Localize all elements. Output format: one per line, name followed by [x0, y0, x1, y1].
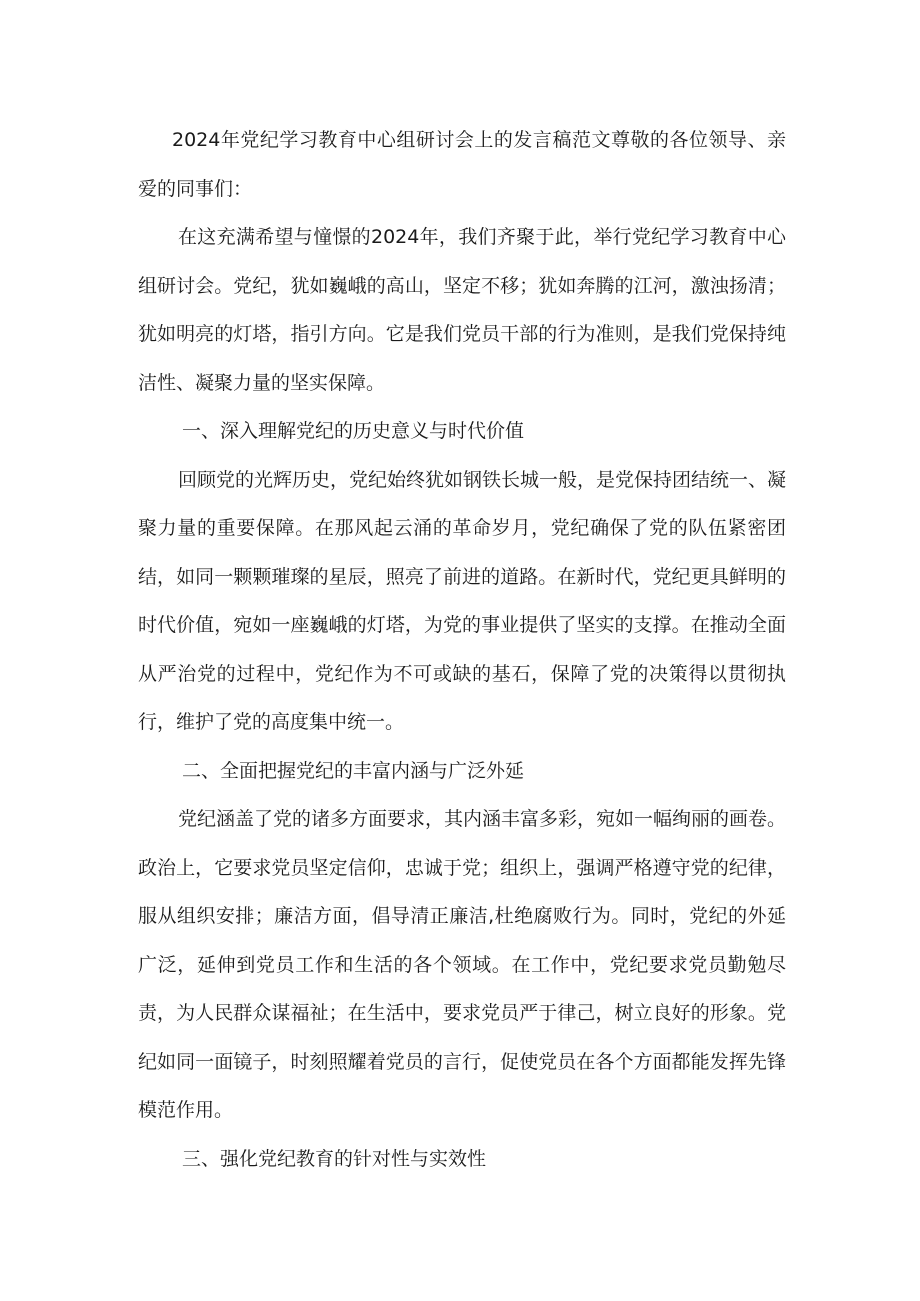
document-body: [138, 116, 786, 1183]
section-heading-3: 三、强化党纪教育的针对性与实效性: [182, 1147, 487, 1170]
paragraph-section-1: 回顾党的光辉历史，党纪始终犹如钢铁长城一般，是党保持团结统一、凝聚力量的重要保障。在那风起云涌的革命岁月，党纪确保了党的队伍紧密团结，如同一颗颗璀璨的星辰，照亮了前进的道路。在新时代，党纪更具鲜明的时代价值，宛如一座巍峨的灯塔，为党的事业提供了坚实的支撑。在推动全面从严治党的过程中，党纪作为不可或缺的基石，保障了党的决策得以贯彻执行，维护了党的高度集中统一。: [138, 468, 787, 733]
paragraph-section-2: 党纪涵盖了党的诸多方面要求，其内涵丰富多彩，宛如一幅绚丽的画卷。政治上，它要求党员坚定信仰，忠诚于党；组织上，强调严格遵守党的纪律，服从组织安排；廉洁方面，倡导清正廉洁,杜绝腐败行为。同时，党纪的外延广泛，延伸到党员工作和生活的各个领域。在工作中，党纪要求党员勤勉尽责，为人民群众谋福祉；在生活中，要求党员严于律己，树立良好的形象。党纪如同一面镜子，时刻照耀着党员的言行，促使党员在各个方面都能发挥先锋模范作用。: [138, 808, 787, 1121]
document-title: 2024年党纪学习教育中心组研讨会上的发言稿范文尊敬的各位领导、亲爱的同事们：: [138, 129, 786, 200]
paragraph-intro: 在这充满希望与憧憬的2024年，我们齐聚于此，举行党纪学习教育中心组研讨会。党纪，犹如巍峨的高山，坚定不移；犹如奔腾的江河，激浊扬清；犹如明亮的灯塔，指引方向。它是我们党员干部的行为准则，是我们党保持纯洁性、凝聚力量的坚实保障。: [138, 226, 786, 394]
section-heading-2: 二、全面把握党纪的丰富内涵与广泛外延: [182, 759, 525, 782]
section-heading-1: 一、深入理解党纪的历史意义与时代价值: [182, 420, 525, 442]
